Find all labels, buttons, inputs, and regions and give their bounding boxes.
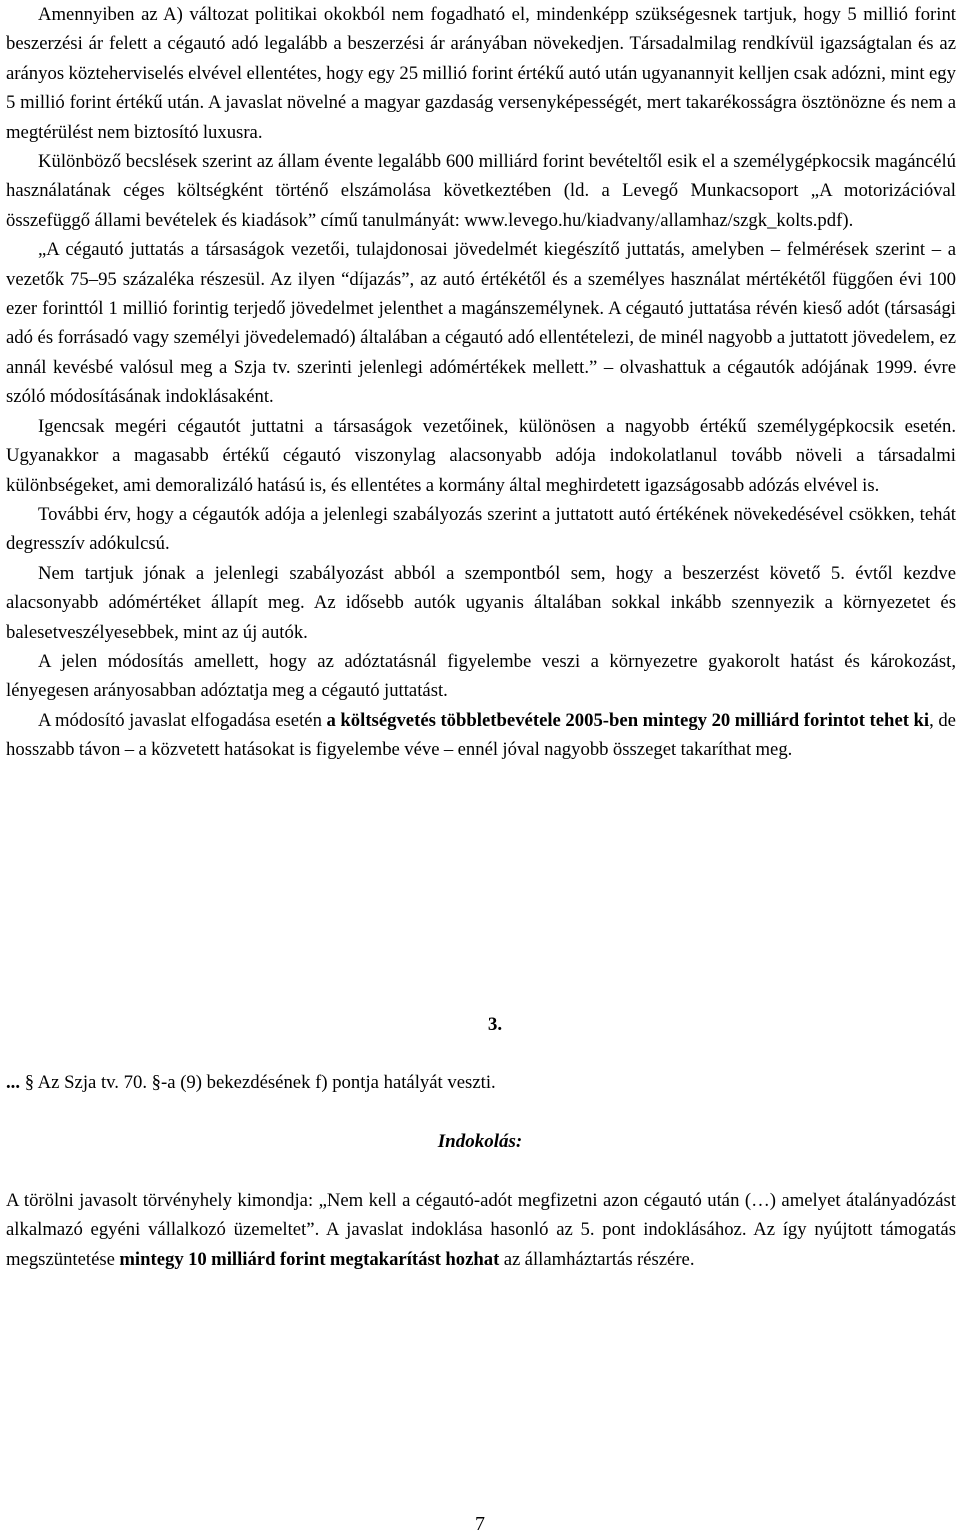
paragraph-executive-benefit: Igencsak megéri cégautót juttatni a társaságok vezetőinek, különösen a nagyobb értékű személygépkocsik esetén. Ugyanakkor a magasabb értékű cégautó viszonylag alacsonyabb adója indokolatlanul tovább növeli a társadalmi különbségeket, ami demoralizáló hatású is, és ellentétes a kormány által meghirdetett igazságosabb adózás elvével is. (6, 415, 956, 496)
justification-heading: Indokolás: (437, 1131, 523, 1152)
body-text-upper (6, 0, 956, 765)
justification-highlight: mintegy 10 milliárd forint megtakarítást hozhat (119, 1248, 500, 1270)
paragraph-justification (6, 1186, 956, 1274)
paragraph-variant-argument: Amennyiben az A) változat politikai okokból nem fogadható el, mindenképp szükségesnek tartjuk, hogy 5 millió forint beszerzési ár felett a cégautó adó legalább a beszerzési ár arányában növekedjen. Társadalmilag rendkívül igazságtalan és az arányos közteherviselés elvével ellentétes, hogy egy 25 millió forint értékű autó után ugyanannyit kelljen csak adózni, mint egy 5 millió forint értékű után. A javaslat növelné a magyar gazdaság versenyképességét, mert takarékosságra ösztönözne és nem a megtérülést nem biztosító luxusra. (6, 4, 956, 143)
section-number: 3. (487, 1014, 503, 1035)
paragraph-older-cars: Nem tartjuk jónak a jelenlegi szabályozást abból a szempontból sem, hogy a beszerzést követő 5. évtől kezdve alacsonyabb adómértéket állapít meg. Az idősebb autók ugyanis általában sokkal inkább szennyezik a környezetet és balesetveszélyesebbek, mint az új autók. (6, 562, 956, 643)
paragraph-quote-1999: „A cégautó juttatás a társaságok vezetői, tulajdonosai jövedelmét kiegészítő juttatás, amelyben – felmérések szerint – a vezetők 75–95 százaléka részesül. Az ilyen “díjazás”, az autó értékétől és a személyes használat mértékétől függően évi 100 ezer forinttól 1 millió forintig terjedő jövedelmet jelenthet a magánszemélynek. A cégautó juttatása révén kieső adót (társasági adó és forrásadó vagy személyi jövedelemadó) általában a cégautó adó ellentételezi, de minél nagyobb a juttatott jövedelem, ez annál kevésbé valósul meg a Szja tv. szerinti jelenlegi adómértékek mellett.” – olvashattuk a cégautók adójának 1999. évre szóló módosításának indoklásaként. (6, 239, 956, 408)
paragraph-degressive-rate: További érv, hogy a cégautók adója a jelenlegi szabályozás szerint a juttatott autó értékének növekedésével csökken, tehát degresszív adókulcsú. (6, 503, 956, 555)
paragraph-budget-revenue (6, 706, 956, 765)
paragraph-proportional-taxation: A jelen módosítás amellett, hogy az adóztatásnál figyelembe veszi a környezetre gyakorolt hatást és károkozást, lényegesen arányosabban adóztatja meg a cégautó juttatást. (6, 650, 956, 702)
budget-text-start: A módosító javaslat elfogadása esetén (38, 709, 327, 731)
paragraph-state-revenue-loss: Különböző becslések szerint az állam évente legalább 600 milliárd forint bevételtől esik el a személygépkocsik magáncélú használatának céges költségként történő elszámolása következtében (ld. a Levegő Munkacsoport „A motorizációval összefüggő állami bevételek és kiadások” című tanulmányát: www.levego.hu/kiadvany/allamhaz/szgk_kolts.pdf). (6, 151, 956, 231)
page-number: 7 (475, 1513, 485, 1535)
amendment-text: § Az Szja tv. 70. §-a (9) bekezdésének f) pontja hatályát veszti. (20, 1072, 496, 1093)
justification-text-end: az államháztartás részére. (499, 1248, 695, 1270)
amendment-line: ... § Az Szja tv. 70. §-a (9) bekezdésének f) pontja hatályát veszti. (6, 1072, 496, 1093)
justification-text-start: A törölni javasolt törvényhely kimondja: „Nem kell a cégautó-adót megfizetni azon cégautó után (…) amelyet átalányadózást alkalmazó egyéni vállalkozó üzemeltet”. A javaslat indoklása hasonló az 5. pont indoklásához. Az így nyújtott támogatás megszüntetése (6, 1190, 956, 1270)
body-text-lower (6, 1186, 956, 1274)
budget-text-end: , de hosszabb távon – a közvetett hatásokat is figyelembe véve – ennél jóval nagyobb összeget takaríthat meg. (6, 709, 956, 761)
budget-highlight: a költségvetés többletbevétele 2005-ben mintegy 20 milliárd forintot tehet ki (326, 709, 930, 731)
